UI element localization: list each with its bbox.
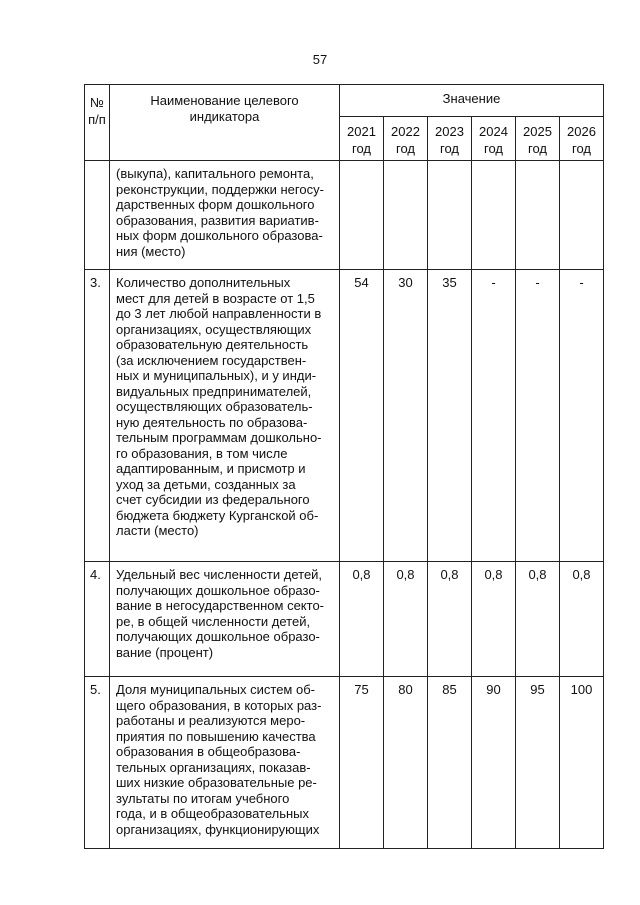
value-cell: 0,8 xyxy=(516,562,560,677)
indicator-name-line: года, и в общеобразовательных xyxy=(116,806,310,821)
value-cell xyxy=(384,161,428,270)
value-cell xyxy=(428,161,472,270)
header-year-cell xyxy=(384,117,428,161)
value-cell: 0,8 xyxy=(472,562,516,677)
value-cell: 90 xyxy=(472,677,516,849)
value-cell: 30 xyxy=(384,270,428,562)
indicator-name-line: дарственных форм дошкольного xyxy=(116,197,315,212)
header-year: 2021 xyxy=(347,124,376,139)
indicator-name-line: мест для детей в возрасте от 1,5 xyxy=(116,290,315,306)
value-cell: 54 xyxy=(340,270,384,562)
indicator-name-line: образования в общеобразова- xyxy=(116,744,301,759)
value-cell: 0,8 xyxy=(384,562,428,677)
header-year-unit: год xyxy=(528,141,547,156)
indicator-name-cell xyxy=(110,562,340,677)
indicator-name-line: (за исключением государствен- xyxy=(116,352,307,368)
value-cell: 80 xyxy=(384,677,428,849)
indicator-name-line: Удельный вес численности детей, xyxy=(116,567,323,582)
value-cell: 100 xyxy=(560,677,604,849)
header-year-cell xyxy=(428,117,472,161)
indicator-name-line: Доля муниципальных систем об- xyxy=(116,682,315,697)
header-year-cell xyxy=(560,117,604,161)
indicator-name-line: адаптированным, и присмотр и xyxy=(116,461,306,476)
indicator-name-line: тельным программам дошкольно- xyxy=(116,430,322,445)
row-number-cell: 3. xyxy=(85,270,110,562)
indicator-name-line: вание в негосударственном секто- xyxy=(116,598,325,613)
row-number-cell xyxy=(85,161,110,270)
header-year-cell xyxy=(516,117,560,161)
indicator-name-line: уход за детьми, созданных за xyxy=(116,476,296,492)
indicator-name-line: го образования, в том числе xyxy=(116,445,288,461)
header-year-cell xyxy=(472,117,516,161)
value-cell: 0,8 xyxy=(428,562,472,677)
header-name-line: индикатора xyxy=(189,109,260,124)
indicator-name-cell xyxy=(110,270,340,562)
indicator-name-line: ших низкие образовательные ре- xyxy=(116,775,317,790)
header-name-line: Наименование целевого xyxy=(150,93,299,108)
indicator-name-line: ную деятельность по образова- xyxy=(116,414,308,430)
indicator-name-cell xyxy=(110,161,340,270)
header-year-cell xyxy=(340,117,384,161)
header-year-unit: год xyxy=(396,141,415,156)
indicator-name-line: образовательную деятельность xyxy=(116,337,309,352)
value-cell xyxy=(340,161,384,270)
indicator-name-line: до 3 лет любой направленности в xyxy=(116,306,322,321)
header-row-top xyxy=(85,85,604,117)
table-body xyxy=(85,161,604,849)
indicators-table xyxy=(84,84,604,849)
header-num-line: № xyxy=(90,95,104,110)
value-cell xyxy=(516,161,560,270)
indicator-name-line: реконструкции, поддержки негосу- xyxy=(116,181,324,197)
table-row xyxy=(85,161,604,270)
indicator-name-line: бюджета бюджету Курганской об- xyxy=(116,507,319,523)
indicator-name-line: (выкупа), капитального ремонта, xyxy=(116,166,314,181)
indicator-name-line: ре, в общей численности детей, xyxy=(116,613,311,629)
value-cell: - xyxy=(472,270,516,562)
indicator-name-line: щего образования, в которых раз- xyxy=(116,697,322,713)
header-year-unit: год xyxy=(572,141,591,156)
value-cell: 95 xyxy=(516,677,560,849)
indicator-name-line: ласти (место) xyxy=(116,523,199,538)
indicator-name-line: образования, развития вариатив- xyxy=(116,212,319,228)
value-cell: - xyxy=(560,270,604,562)
value-cell: 85 xyxy=(428,677,472,849)
indicator-name-line: организациях, функционирующих xyxy=(116,821,320,837)
value-cell: 75 xyxy=(340,677,384,849)
indicator-name-line: работаны и реализуются меро- xyxy=(116,713,306,728)
indicator-name-line: получающих дошкольное образо- xyxy=(116,629,320,644)
row-number-cell: 5. xyxy=(85,677,110,849)
header-year: 2022 xyxy=(391,124,420,139)
header-year: 2026 xyxy=(567,124,596,139)
header-num-line: п/п xyxy=(88,112,106,127)
header-year: 2023 xyxy=(435,124,464,139)
indicator-name-line: осуществляющих образователь- xyxy=(116,399,313,414)
indicator-name-line: вание (процент) xyxy=(116,644,214,660)
indicator-name-line: приятия по повышению качества xyxy=(116,728,316,744)
table-row xyxy=(85,562,604,677)
header-year-unit: год xyxy=(440,141,459,156)
indicator-name-line: тельных организациях, показав- xyxy=(116,759,311,775)
indicator-name-line: счет субсидии из федерального xyxy=(116,492,310,507)
value-cell: 35 xyxy=(428,270,472,562)
value-cell xyxy=(472,161,516,270)
indicator-name-line: зультаты по итогам учебного xyxy=(116,790,290,806)
header-value-group: Значение xyxy=(340,85,604,117)
indicator-name-line: организациях, осуществляющих xyxy=(116,321,312,337)
value-cell: 0,8 xyxy=(340,562,384,677)
header-year-unit: год xyxy=(484,141,503,156)
indicator-name-line: видуальных предпринимателей, xyxy=(116,383,312,399)
indicator-name-line: ния (место) xyxy=(116,243,186,259)
header-name-cell xyxy=(110,85,340,161)
row-number-cell: 4. xyxy=(85,562,110,677)
value-cell: 0,8 xyxy=(560,562,604,677)
indicator-name-line: ных форм дошкольного образова- xyxy=(116,228,323,243)
header-year: 2025 xyxy=(523,124,552,139)
page-number: 57 xyxy=(312,52,328,67)
value-cell xyxy=(560,161,604,270)
table-row xyxy=(85,270,604,562)
indicator-name-cell xyxy=(110,677,340,849)
header-year: 2024 xyxy=(479,124,508,139)
value-cell: - xyxy=(516,270,560,562)
header-num-cell xyxy=(85,85,110,161)
table-row xyxy=(85,677,604,849)
header-year-unit: год xyxy=(352,141,371,156)
indicator-name-line: ных и муниципальных), и у инди- xyxy=(116,368,317,383)
indicator-name-line: Количество дополнительных xyxy=(116,275,291,290)
indicator-name-line: получающих дошкольное образо- xyxy=(116,582,320,598)
